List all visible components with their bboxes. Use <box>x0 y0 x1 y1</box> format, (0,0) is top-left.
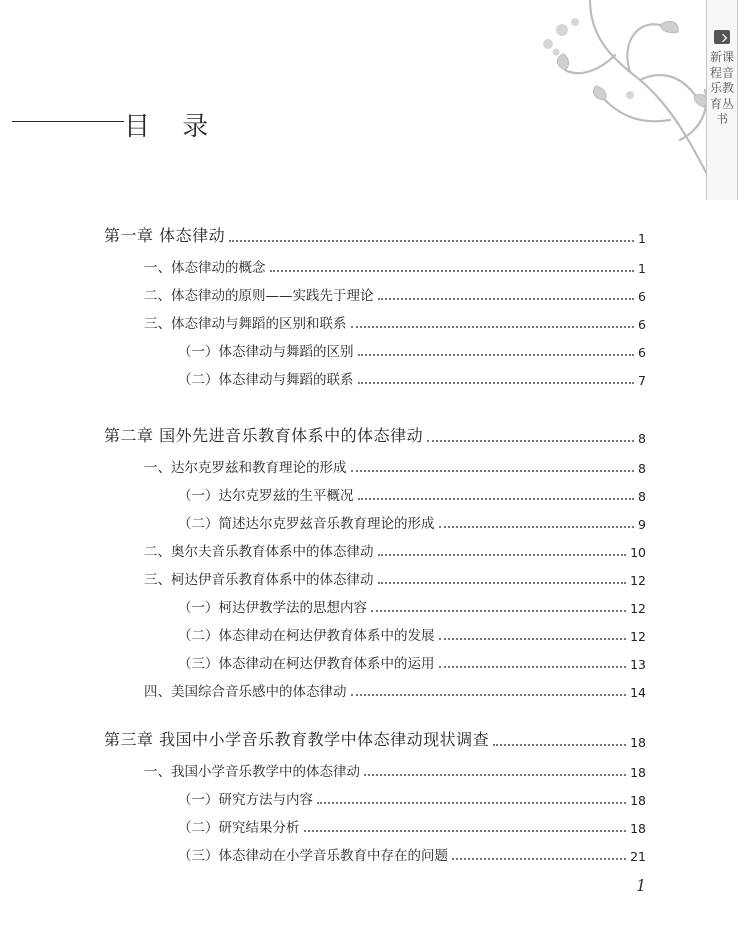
toc-entry-page: 9 <box>638 517 646 532</box>
toc-entry-page: 7 <box>638 373 646 388</box>
publisher-logo-icon <box>714 30 730 44</box>
dot-leader <box>364 774 626 776</box>
toc-entry-page: 8 <box>638 431 646 446</box>
dot-leader <box>452 858 626 860</box>
dot-leader <box>371 610 626 612</box>
dot-leader <box>427 440 634 442</box>
toc-entry-page: 1 <box>638 261 646 276</box>
toc-entry-page: 1 <box>638 231 646 246</box>
toc-entry-page: 18 <box>630 821 646 836</box>
toc-entry[interactable] <box>104 424 646 446</box>
toc-entry[interactable] <box>144 310 646 332</box>
dot-leader <box>351 326 635 328</box>
toc-entry-page: 21 <box>630 849 646 864</box>
toc-entry-title: （二）体态律动在柯达伊教育体系中的发展 <box>178 628 435 644</box>
dot-leader <box>378 582 627 584</box>
toc-entry-page: 13 <box>630 657 646 672</box>
toc-entry-page: 10 <box>630 545 646 560</box>
toc-entry[interactable] <box>144 566 646 588</box>
toc-entry[interactable] <box>144 254 646 276</box>
dot-leader <box>439 638 627 640</box>
toc-entry-title: 一、达尔克罗兹和教育理论的形成 <box>144 460 347 476</box>
toc-entry-title: （一）研究方法与内容 <box>178 792 313 808</box>
toc-entry-page: 12 <box>630 629 646 644</box>
dot-leader <box>358 498 635 500</box>
dot-leader <box>317 802 626 804</box>
toc-entry[interactable] <box>144 538 646 560</box>
heading-rule <box>12 121 124 122</box>
toc-entry-page: 8 <box>638 489 646 504</box>
dot-leader <box>439 666 627 668</box>
dot-leader <box>358 382 635 384</box>
toc-entry-page: 18 <box>630 765 646 780</box>
toc-entry[interactable] <box>144 678 646 700</box>
dot-leader <box>351 694 627 696</box>
toc-entry-page: 6 <box>638 289 646 304</box>
toc-entry-title: （三）体态律动在小学音乐教育中存在的问题 <box>178 848 448 864</box>
toc-entry-title: （二）研究结果分析 <box>178 820 300 836</box>
dot-leader <box>493 744 626 746</box>
dot-leader <box>304 830 627 832</box>
toc-entry[interactable] <box>178 482 646 504</box>
toc-entry-title: 三、柯达伊音乐教育体系中的体态律动 <box>144 572 374 588</box>
toc-entry-title: 二、体态律动的原则——实践先于理论 <box>144 288 374 304</box>
toc-entry-title: 第一章 体态律动 <box>104 226 226 245</box>
toc-entry[interactable] <box>144 282 646 304</box>
dot-leader <box>439 526 635 528</box>
page-number: 1 <box>636 876 647 895</box>
floral-vine-icon <box>520 0 720 200</box>
toc-entry-title: 四、美国综合音乐感中的体态律动 <box>144 684 347 700</box>
toc-entry-page: 14 <box>630 685 646 700</box>
toc-entry-title: 一、体态律动的概念 <box>144 260 266 276</box>
dot-leader <box>270 270 635 272</box>
toc-entry-page: 18 <box>630 735 646 750</box>
toc-entry[interactable] <box>178 594 646 616</box>
dot-leader <box>378 554 627 556</box>
toc-entry[interactable] <box>178 842 646 864</box>
toc-entry-page: 18 <box>630 793 646 808</box>
dot-leader <box>351 470 635 472</box>
dot-leader <box>229 240 634 242</box>
toc-entry-title: 二、奥尔夫音乐教育体系中的体态律动 <box>144 544 374 560</box>
toc-entry[interactable] <box>144 454 646 476</box>
toc-entry-title: 三、体态律动与舞蹈的区别和联系 <box>144 316 347 332</box>
toc-entry-title: 一、我国小学音乐教学中的体态律动 <box>144 764 360 780</box>
toc-entry-page: 12 <box>630 601 646 616</box>
toc-heading: 目 录 <box>124 112 221 142</box>
toc-entry[interactable] <box>178 366 646 388</box>
toc-entry-title: 第二章 国外先进音乐教育体系中的体态律动 <box>104 426 424 445</box>
dot-leader <box>378 298 635 300</box>
toc-entry[interactable] <box>178 338 646 360</box>
series-side-tab <box>706 0 738 200</box>
toc-entry[interactable] <box>178 650 646 672</box>
toc-entry[interactable] <box>104 224 646 246</box>
toc-entry[interactable] <box>178 814 646 836</box>
toc-entry[interactable] <box>178 786 646 808</box>
toc-entry[interactable] <box>178 510 646 532</box>
toc-entry-title: （二）体态律动与舞蹈的联系 <box>178 372 354 388</box>
toc-entry-page: 12 <box>630 573 646 588</box>
series-title: 新课程音乐教育丛书 <box>709 50 734 126</box>
toc-entry-page: 6 <box>638 345 646 360</box>
toc-entry-title: （一）柯达伊教学法的思想内容 <box>178 600 367 616</box>
toc-entry-page: 6 <box>638 317 646 332</box>
toc-entry-title: （一）达尔克罗兹的生平概况 <box>178 488 354 504</box>
toc-entry-title: （二）简述达尔克罗兹音乐教育理论的形成 <box>178 516 435 532</box>
toc-entry-title: 第三章 我国中小学音乐教育教学中体态律动现状调查 <box>104 730 490 749</box>
dot-leader <box>358 354 635 356</box>
toc-entry-title: （一）体态律动与舞蹈的区别 <box>178 344 354 360</box>
toc-entry[interactable] <box>104 728 646 750</box>
toc-entry[interactable] <box>144 758 646 780</box>
toc-entry-title: （三）体态律动在柯达伊教育体系中的运用 <box>178 656 435 672</box>
toc-entry[interactable] <box>178 622 646 644</box>
toc-entry-page: 8 <box>638 461 646 476</box>
